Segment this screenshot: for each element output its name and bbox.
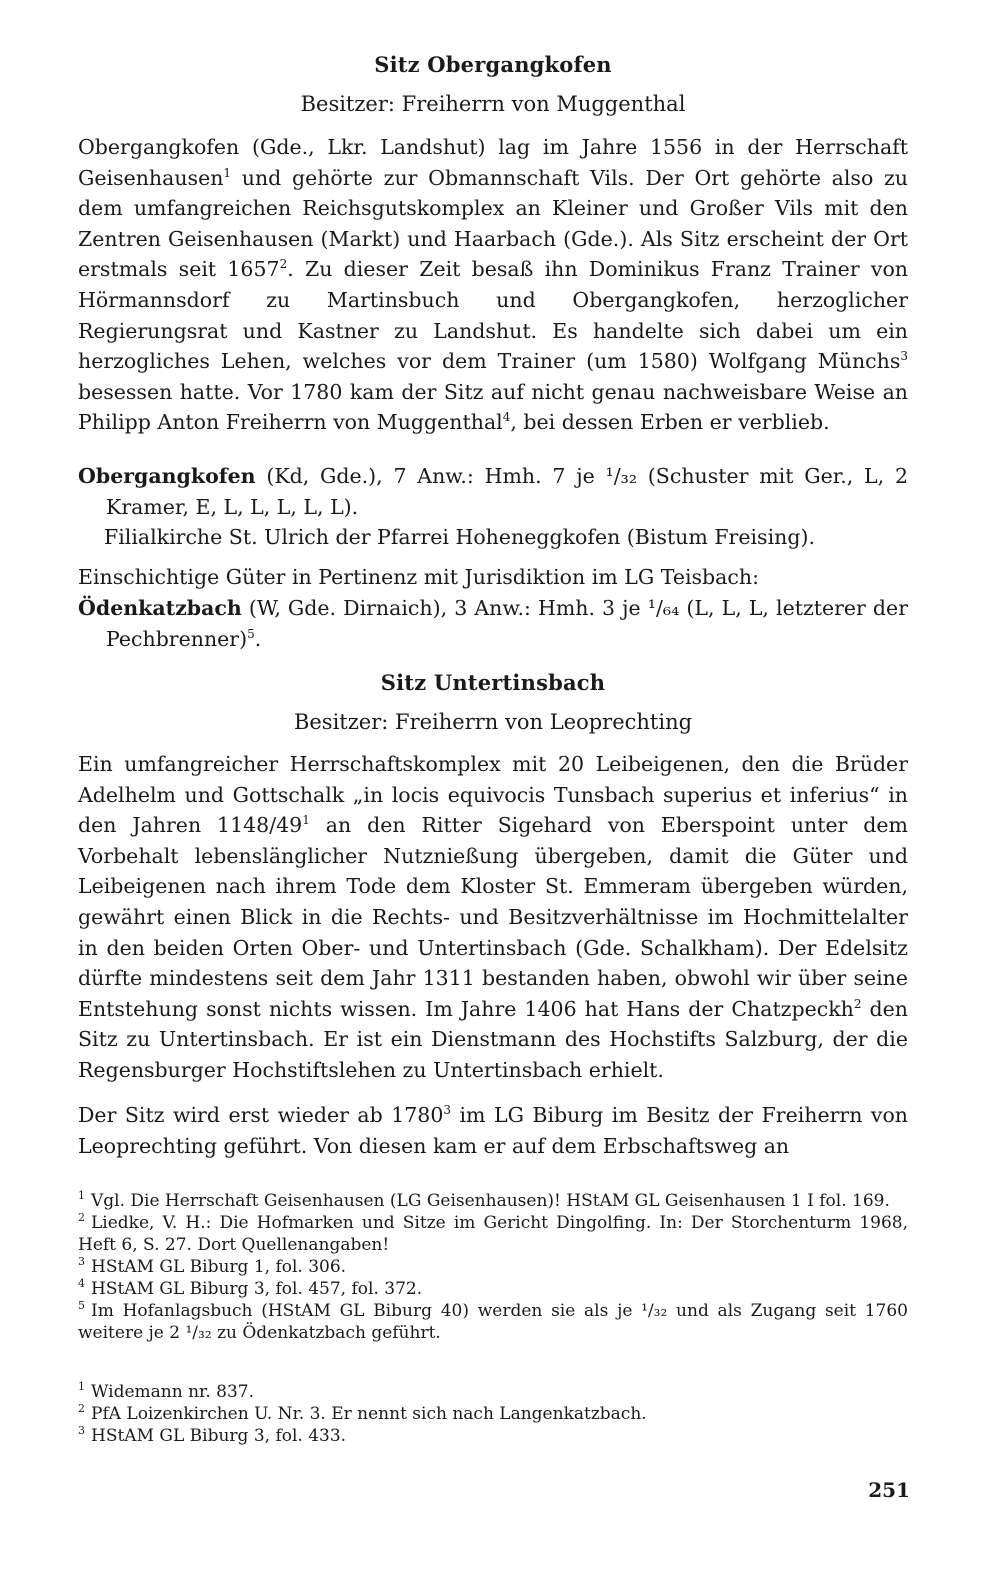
page-number: 251 (868, 1478, 910, 1502)
footnotes-section-1 (78, 1190, 908, 1344)
footnote (78, 1212, 908, 1256)
paragraph-untertinsbach-2 (78, 1100, 908, 1161)
footnote (78, 1300, 908, 1344)
footnote (78, 1425, 908, 1447)
footnote-mark: 2 (78, 1211, 85, 1225)
footnote (78, 1381, 908, 1403)
footnote-mark: 1 (78, 1189, 85, 1203)
text-segment: im LG Biburg im Besitz der Freiherrn von Leoprechting geführt. Von diesen kam er auf dem Erbschaftsweg an (78, 1103, 908, 1158)
text-segment: Ein umfangreicher Herrschaftskomplex mit 20 Leibeigenen, den die Brüder Adelhelm und Gottschalk „in locis equivocis Tunsbach superius et inferius“ in den Jahren 1148/49 (78, 752, 908, 838)
footnote-mark: 5 (78, 1299, 85, 1313)
goods-intro: Einschichtige Güter in Pertinenz mit Jurisdiktion im LG Teisbach: (78, 565, 759, 589)
text-segment: den Sitz zu Untertinsbach. Er ist ein Dienstmann des Hochstifts Salzburg, der die Regensburger Hochstiftslehen zu Untertinsbach erhielt. (78, 996, 908, 1082)
text-segment: besessen hatte. Vor 1780 kam der Sitz auf nicht genau nachweisbare Weise an Philipp Anton Freiherrn von Muggenthal (78, 379, 908, 435)
text-segment: Obergangkofen (Gde., Lkr. Landshut) lag im Jahre 1556 in der Herrschaft Geisenhausen (78, 135, 908, 190)
entry-place: Ödenkatzbach (78, 596, 242, 620)
entry-text: (Kd, Gde.), 7 Anw.: Hmh. 7 je ¹/₃₂ (Schuster mit Ger., L, 2 Kramer, E, L, L, L, L, L). (106, 464, 908, 519)
footnote-ref: 1 (302, 813, 310, 828)
text-segment: . Zu dieser Zeit besaß ihn Dominikus Franz Trainer von Hörmannsdorf zu Martinsbuch und Obergangkofen, herzoglicher Regierungsrat und Kastner zu Landshut. Es handelte sich dabei um ein herzogliches Lehen, welches vor dem Trainer (um 1580) Wolfgang Münchs (78, 257, 908, 374)
footnote-text: PfA Loizenkirchen U. Nr. 3. Er nennt sich nach Langenkatzbach. (91, 1404, 647, 1424)
entry-oedenkatzbach (78, 593, 908, 654)
text-segment: Der Sitz wird erst wieder ab 1780 (78, 1103, 444, 1127)
footnote (78, 1403, 908, 1425)
footnote-text: HStAM GL Biburg 3, fol. 433. (91, 1426, 347, 1446)
footnotes-section-2 (78, 1381, 908, 1447)
footnote-ref: 2 (279, 257, 288, 272)
footnote-text: HStAM GL Biburg 1, fol. 306. (91, 1257, 347, 1277)
paragraph-untertinsbach-1 (78, 749, 908, 1086)
text-segment: , bei dessen Erben er verblieb. (510, 410, 830, 435)
footnote-text: Liedke, V. H.: Die Hofmarken und Sitze im Gericht Dingolfing. In: Der Storchenturm 1968, Heft 6, S. 27. Dort Quellenangaben! (78, 1213, 908, 1255)
footnote (78, 1190, 908, 1212)
footnote-ref: 3 (900, 349, 908, 364)
text-segment: und gehörte zur Obmannschaft Vils. Der Ort gehörte also zu dem umfangreichen Reichsgutskomplex an Kleiner und Großer Vils mit den Zentren Geisenhausen (Markt) und Haarbach (Gde.). Als Sitz erscheint der Ort erstmals seit 1657 (78, 165, 908, 282)
footnote (78, 1278, 908, 1300)
footnote-mark: 2 (78, 1402, 85, 1416)
footnote (78, 1256, 908, 1278)
footnote-ref: 5 (247, 626, 255, 641)
footnote-ref: 4 (502, 410, 511, 425)
section-owner-untertinsbach: Besitzer: Freiherrn von Leoprechting (293, 710, 693, 734)
footnote-text: Widemann nr. 837. (91, 1382, 254, 1402)
section-title-obergangkofen: Sitz Obergangkofen (374, 52, 612, 77)
church-note: Filialkirche St. Ulrich der Pfarrei Hoheneggkofen (Bistum Freising). (104, 525, 815, 549)
footnote-text: HStAM GL Biburg 3, fol. 457, fol. 372. (91, 1279, 423, 1299)
entry-text: (W, Gde. Dirnaich), 3 Anw.: Hmh. 3 je ¹/₆₄ (L, L, L, letzterer der Pechbrenner) (106, 596, 908, 651)
paragraph-obergangkofen (78, 132, 908, 438)
footnote-mark: 4 (78, 1277, 85, 1291)
entry-obergangkofen (78, 461, 908, 522)
footnote-mark: 3 (78, 1424, 85, 1438)
section-title-untertinsbach: Sitz Untertinsbach (380, 670, 606, 695)
footnote-ref: 3 (443, 1103, 452, 1118)
footnote-text: Im Hofanlagsbuch (HStAM GL Biburg 40) werden sie als je ¹/₃₂ und als Zugang seit 1760 weitere je 2 ¹/₃₂ zu Ödenkatzbach geführt. (78, 1301, 908, 1343)
footnote-ref: 1 (223, 165, 232, 180)
section-owner-obergangkofen: Besitzer: Freiherrn von Muggenthal (300, 92, 686, 116)
text-segment: an den Ritter Sigehard von Eberspoint unter dem Vorbehalt lebenslänglicher Nutznießung übergeben, damit die Güter und Leibeigenen nach ihrem Tode dem Kloster St. Emmeram übergeben würden, gewährt einen Blick in die Rechts- und Besitzverhältnisse im Hochmittelalter in den beiden Orten Ober- und Untertinsbach (Gde. Schalkham). Der Edelsitz dürfte mindestens seit dem Jahr 1311 bestanden haben, obwohl wir über seine Entstehung sonst nichts wissen. Im Jahre 1406 hat Hans der Chatzpeckh (78, 813, 908, 1021)
footnote-mark: 1 (78, 1380, 85, 1394)
entry-place: Obergangkofen (78, 464, 256, 488)
footnote-ref: 2 (853, 996, 862, 1011)
footnote-mark: 3 (78, 1255, 85, 1269)
entry-end: . (254, 626, 262, 651)
footnote-text: Vgl. Die Herrschaft Geisenhausen (LG Geisenhausen)! HStAM GL Geisenhausen 1 I fol. 169. (91, 1191, 890, 1211)
